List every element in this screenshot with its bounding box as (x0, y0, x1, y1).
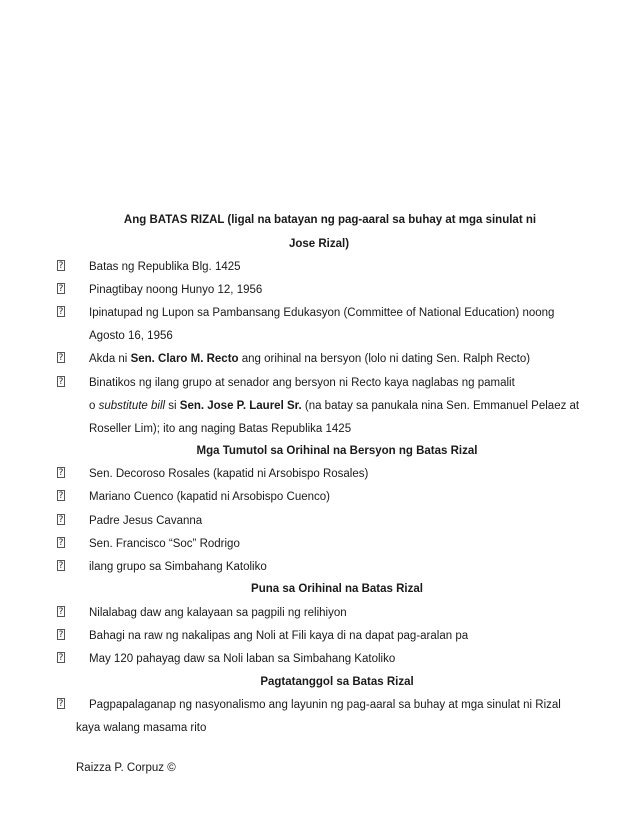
bullet-icon: ? (58, 353, 64, 363)
list-item-text: Binatikos ng ilang grupo at senador ang bersyon ni Recto kaya naglabas ng pamalit (89, 377, 515, 389)
bullet-icon: ? (58, 307, 64, 317)
list-item-text: Sen. Decoroso Rosales (kapatid ni Arsobispo Rosales) (89, 468, 369, 480)
section-heading: Mga Tumutol sa Orihinal na Bersyon ng Batas Rizal (196, 445, 478, 457)
list-item-text: May 120 pahayag daw sa Noli laban sa Simbahang Katoliko (89, 653, 396, 665)
section-heading: Puna sa Orihinal na Batas Rizal (251, 583, 423, 595)
document-title-line-2: Jose Rizal) (288, 238, 350, 250)
list-item-text: Padre Jesus Cavanna (89, 515, 203, 527)
list-item-text: Bahagi na raw ng nakalipas ang Noli at Fili kaya di na dapat pag-aralan pa (89, 630, 469, 642)
list-item-text: Mariano Cuenco (kapatid ni Arsobispo Cuenco) (89, 491, 330, 503)
bullet-icon: ? (58, 561, 64, 571)
bullet-icon: ? (58, 699, 64, 709)
bullet-icon: ? (58, 607, 64, 617)
list-item-text: Ipinatupad ng Lupon sa Pambansang Edukasyon (Committee of National Education) noong (89, 307, 555, 319)
list-item-text: kaya walang masama rito (76, 722, 207, 734)
list-item-text: Akda ni Sen. Claro M. Recto ang orihinal na bersyon (lolo ni dating Sen. Ralph Recto) (89, 353, 531, 365)
list-item-text: Batas ng Republika Blg. 1425 (89, 261, 241, 273)
italic-term: substitute bill (98, 400, 166, 412)
list-item-text: Nilalabag daw ang kalayaan sa pagpili ng relihiyon (89, 607, 347, 619)
document-title-line-1: Ang BATAS RIZAL (ligal na batayan ng pag-aaral sa buhay at mga sinulat ni (123, 214, 537, 226)
bullet-icon: ? (58, 538, 64, 548)
list-item-text: Agosto 16, 1956 (89, 330, 173, 342)
footer-credit: Raizza P. Corpuz © (76, 762, 176, 774)
bullet-icon: ? (58, 284, 64, 294)
list-item-text: Pinagtibay noong Hunyo 12, 1956 (89, 284, 263, 296)
list-item-text: ilang grupo sa Simbahang Katoliko (89, 561, 267, 573)
list-item-text: Sen. Francisco “Soc” Rodrigo (89, 538, 240, 550)
author-name: Sen. Claro M. Recto (130, 353, 239, 365)
author-name: Sen. Jose P. Laurel Sr. (179, 400, 302, 412)
list-item-text: Roseller Lim); ito ang naging Batas Republika 1425 (89, 423, 352, 435)
bullet-icon: ? (58, 468, 64, 478)
list-item-text: o substitute bill si Sen. Jose P. Laurel Sr. (na batay sa panukala nina Sen. Emmanuel Pelaez at (89, 400, 580, 412)
bullet-icon: ? (58, 261, 64, 271)
bullet-icon: ? (58, 630, 64, 640)
bullet-icon: ? (58, 653, 64, 663)
list-item-text: Pagpapalaganap ng nasyonalismo ang layunin ng pag-aaral sa buhay at mga sinulat ni Rizal (89, 699, 561, 711)
bullet-icon: ? (58, 377, 64, 387)
section-heading: Pagtatanggol sa Batas Rizal (260, 676, 414, 688)
bullet-icon: ? (58, 515, 64, 525)
bullet-icon: ? (58, 491, 64, 501)
